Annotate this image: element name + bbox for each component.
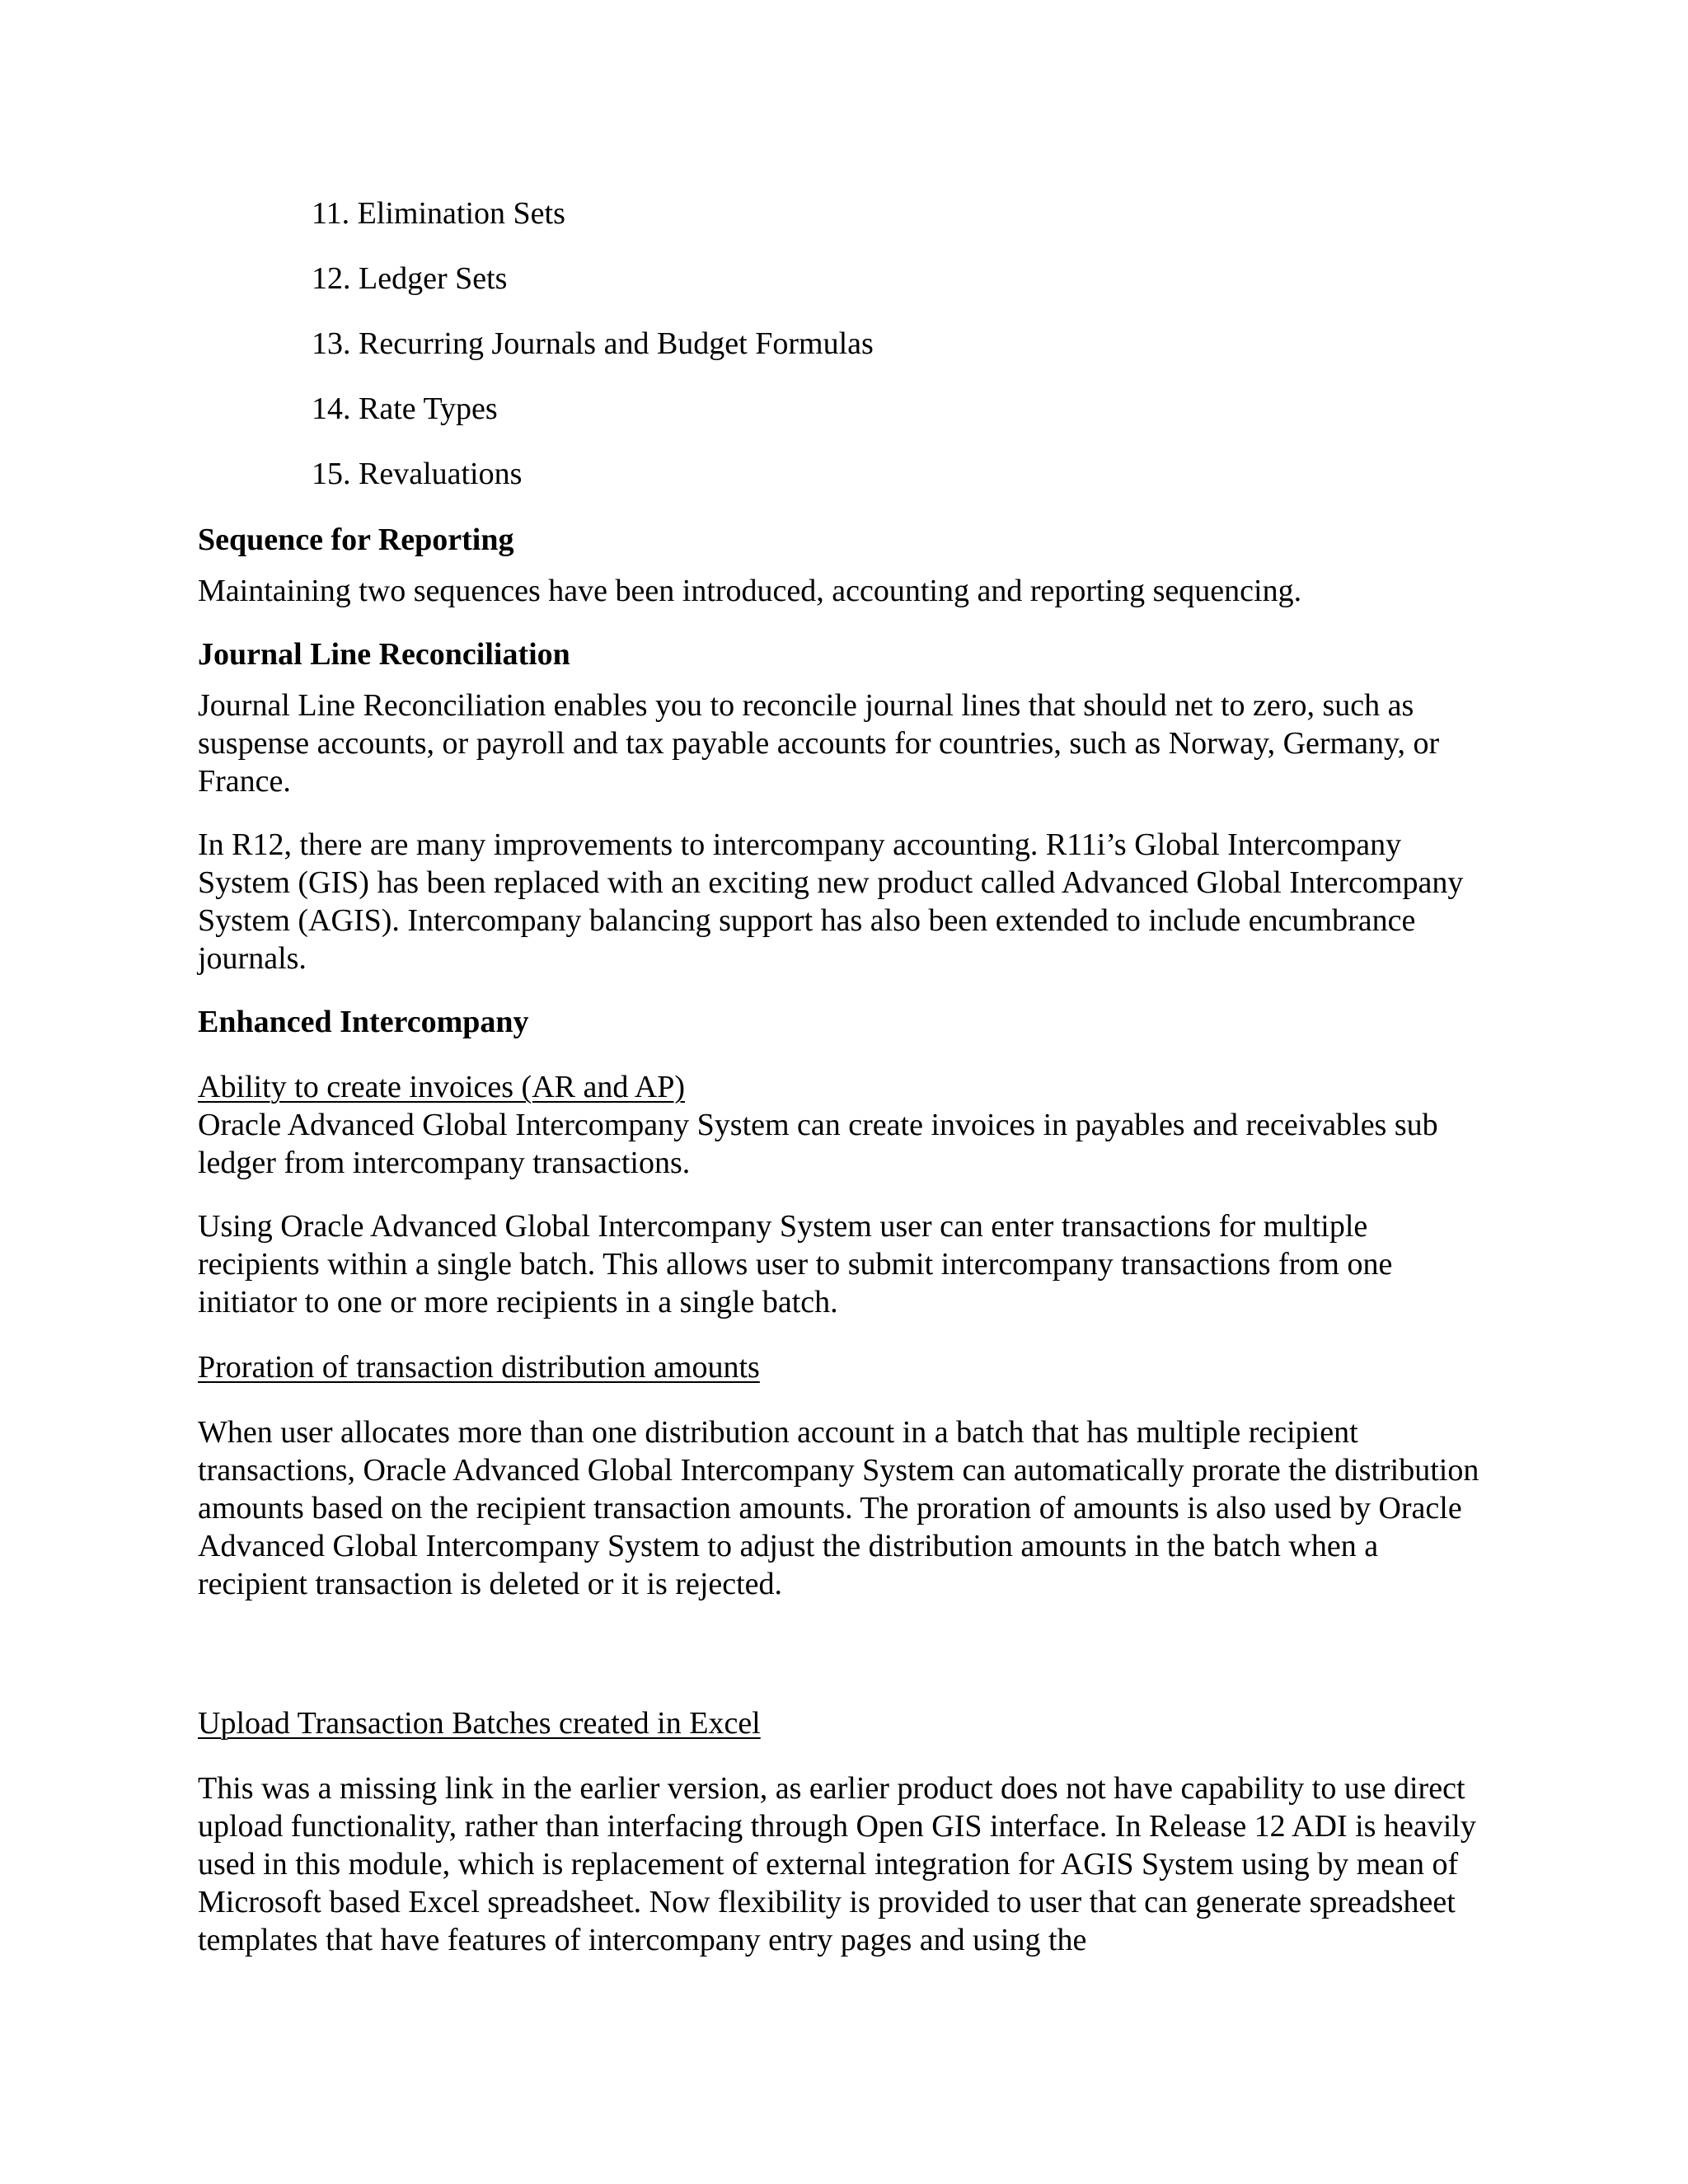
paragraph-journal-line-reconciliation: Journal Line Reconciliation enables you to reconcile journal lines that should net to zero, such as suspense accounts, or payroll and tax payable accounts for countries, such as Norway, Germany, or France. bbox=[198, 688, 1440, 799]
paragraph-r12-intercompany: In R12, there are many improvements to intercompany accounting. R11i’s Global Intercompany System (GIS) has been replaced with an exciting new product called Advanced Global Intercompany System (AGIS). Intercompany balancing support has also been extended to include encumbrance journals. bbox=[198, 827, 1464, 976]
list-item bbox=[312, 194, 874, 260]
list-item-text: Rate Types bbox=[359, 391, 498, 426]
heading-sequence-for-reporting: Sequence for Reporting bbox=[198, 523, 514, 557]
heading-journal-line-reconciliation: Journal Line Reconciliation bbox=[198, 637, 570, 672]
list-item-text: Elimination Sets bbox=[357, 196, 565, 231]
paragraph-multiple-recipients: Using Oracle Advanced Global Intercompany System user can enter transactions for multiple recipients within a single batch. This allows user to submit intercompany transactions from one initiator to one or more recipients in a single batch. bbox=[198, 1209, 1393, 1319]
list-item bbox=[312, 455, 874, 520]
list-item-number: 12. bbox=[312, 261, 351, 296]
numbered-list bbox=[312, 194, 874, 520]
list-item bbox=[312, 390, 874, 455]
paragraph-create-invoices: Oracle Advanced Global Intercompany System can create invoices in payables and receivables sub ledger from intercompany transactions. bbox=[198, 1108, 1438, 1180]
list-item-text: Revaluations bbox=[359, 457, 523, 491]
paragraph-sequence: Maintaining two sequences have been introduced, accounting and reporting sequencing. bbox=[198, 574, 1302, 608]
subheading-upload-excel: Upload Transaction Batches created in Excel bbox=[198, 1706, 761, 1741]
list-item-text: Ledger Sets bbox=[359, 261, 508, 296]
list-item-number: 13. bbox=[312, 326, 351, 361]
list-item-text: Recurring Journals and Budget Formulas bbox=[359, 326, 874, 361]
paragraph-upload-excel: This was a missing link in the earlier version, as earlier product does not have capability to use direct upload functionality, rather than interfacing through Open GIS interface. In Release 12 ADI is heavily used in this module, which is replacement of external integration for AGIS System using by mean of Microsoft based Excel spreadsheet. Now flexibility is provided to user that can generate spreadsheet templates that have features of intercompany entry pages and using the bbox=[198, 1771, 1476, 1957]
document-body bbox=[198, 521, 1484, 1959]
list-item-number: 11. bbox=[312, 196, 350, 231]
heading-enhanced-intercompany: Enhanced Intercompany bbox=[198, 1005, 529, 1039]
list-item-number: 14. bbox=[312, 391, 351, 426]
subheading-create-invoices: Ability to create invoices (AR and AP) bbox=[198, 1070, 685, 1104]
list-item bbox=[312, 260, 874, 325]
list-item bbox=[312, 325, 874, 390]
list-item-number: 15. bbox=[312, 457, 351, 491]
paragraph-proration: When user allocates more than one distribution account in a batch that has multiple recipient transactions, Oracle Advanced Global Intercompany System can automatically prorate the distribution amounts based on the recipient transaction amounts. The proration of amounts is also used by Oracle Advanced Global Intercompany System to adjust the distribution amounts in the batch when a recipient transaction is deleted or it is rejected. bbox=[198, 1415, 1479, 1601]
subheading-proration: Proration of transaction distribution amounts bbox=[198, 1350, 760, 1385]
